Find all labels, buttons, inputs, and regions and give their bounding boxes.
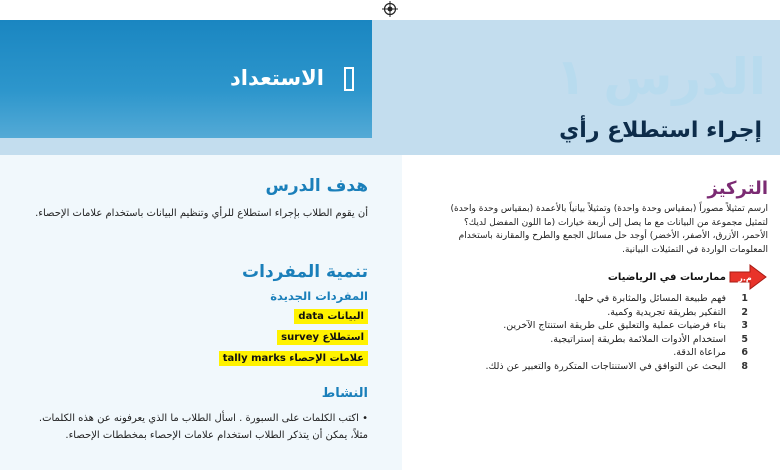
lesson-goal-heading: هدف الدرس (265, 176, 368, 196)
registration-mark-icon (382, 1, 398, 17)
focus-heading: التركيز (707, 178, 768, 199)
list-item: 8 البحث عن التوافق في الاستنتاجات المتكررة والتعبير عن ذلك. (485, 360, 748, 372)
list-item: 2 التفكير بطريقة تجريدية وكمية. (607, 306, 748, 318)
vocab-term-data: البيانات data (294, 309, 368, 324)
focus-text: ارسم تمثيلاً مصوراً (بمقياس وحدة واحدة) وتمثيلاً بيانياً بالأعمدة (بمقياس وحدة واحدة) لتمثيل مجموعة من البيانات مع ما يصل إلى أربعة خيارات (ما اللون المفضل لديك؟ الأحمر، الأزرق، الأصفر، الأخضر) أوجد حل مسائل الجمع والطرح والمقارنة باستخدام المعلومات الواردة في التمثيلات البيانية. (450, 204, 768, 255)
math-icon-label: م.ر (738, 273, 752, 283)
new-vocab-heading: المفردات الجديدة (270, 289, 368, 303)
prep-section-title: الاستعداد (229, 66, 324, 90)
math-practices-list (448, 292, 748, 373)
math-practices-icon (726, 263, 768, 291)
prep-box-icon (344, 67, 354, 91)
math-practices-heading: ممارسات في الرياضيات (607, 272, 726, 283)
activity-heading: النشاط (321, 386, 368, 401)
list-item: 6 مراعاة الدقة. (673, 347, 748, 358)
list-item: 1 فهم طبيعة المسائل والمثابرة في حلها. (574, 293, 748, 304)
lesson-goal-text: أن يقوم الطلاب بإجراء استطلاع للرأي وتنظيم البيانات باستخدام علامات الإحصاء. (35, 208, 368, 219)
list-item: 3 بناء فرضيات عملية والتعليق على طريقة استنتاج الآخرين. (503, 320, 748, 331)
lesson-number: الدرس ١ (555, 48, 766, 106)
activity-text: • اكتب الكلمات على السبورة . اسأل الطلاب ما الذي يعرفونه عن هذه الكلمات. مثلاً، يمكن أن يتذكر الطلاب استخدام علامات الإحصاء بمخططات الإحصاء. (38, 413, 368, 441)
vocab-heading: تنمية المفردات (242, 262, 368, 282)
lesson-title: إجراء استطلاع رأي (559, 118, 762, 143)
vocab-term-survey: استطلاع survey (277, 330, 368, 345)
vocab-term-tally-marks: علامات الإحصاء tally marks (219, 351, 368, 366)
list-item: 5 استخدام الأدوات الملائمة بطريقة إستراتيجية. (550, 333, 748, 345)
lesson-header (0, 20, 780, 155)
